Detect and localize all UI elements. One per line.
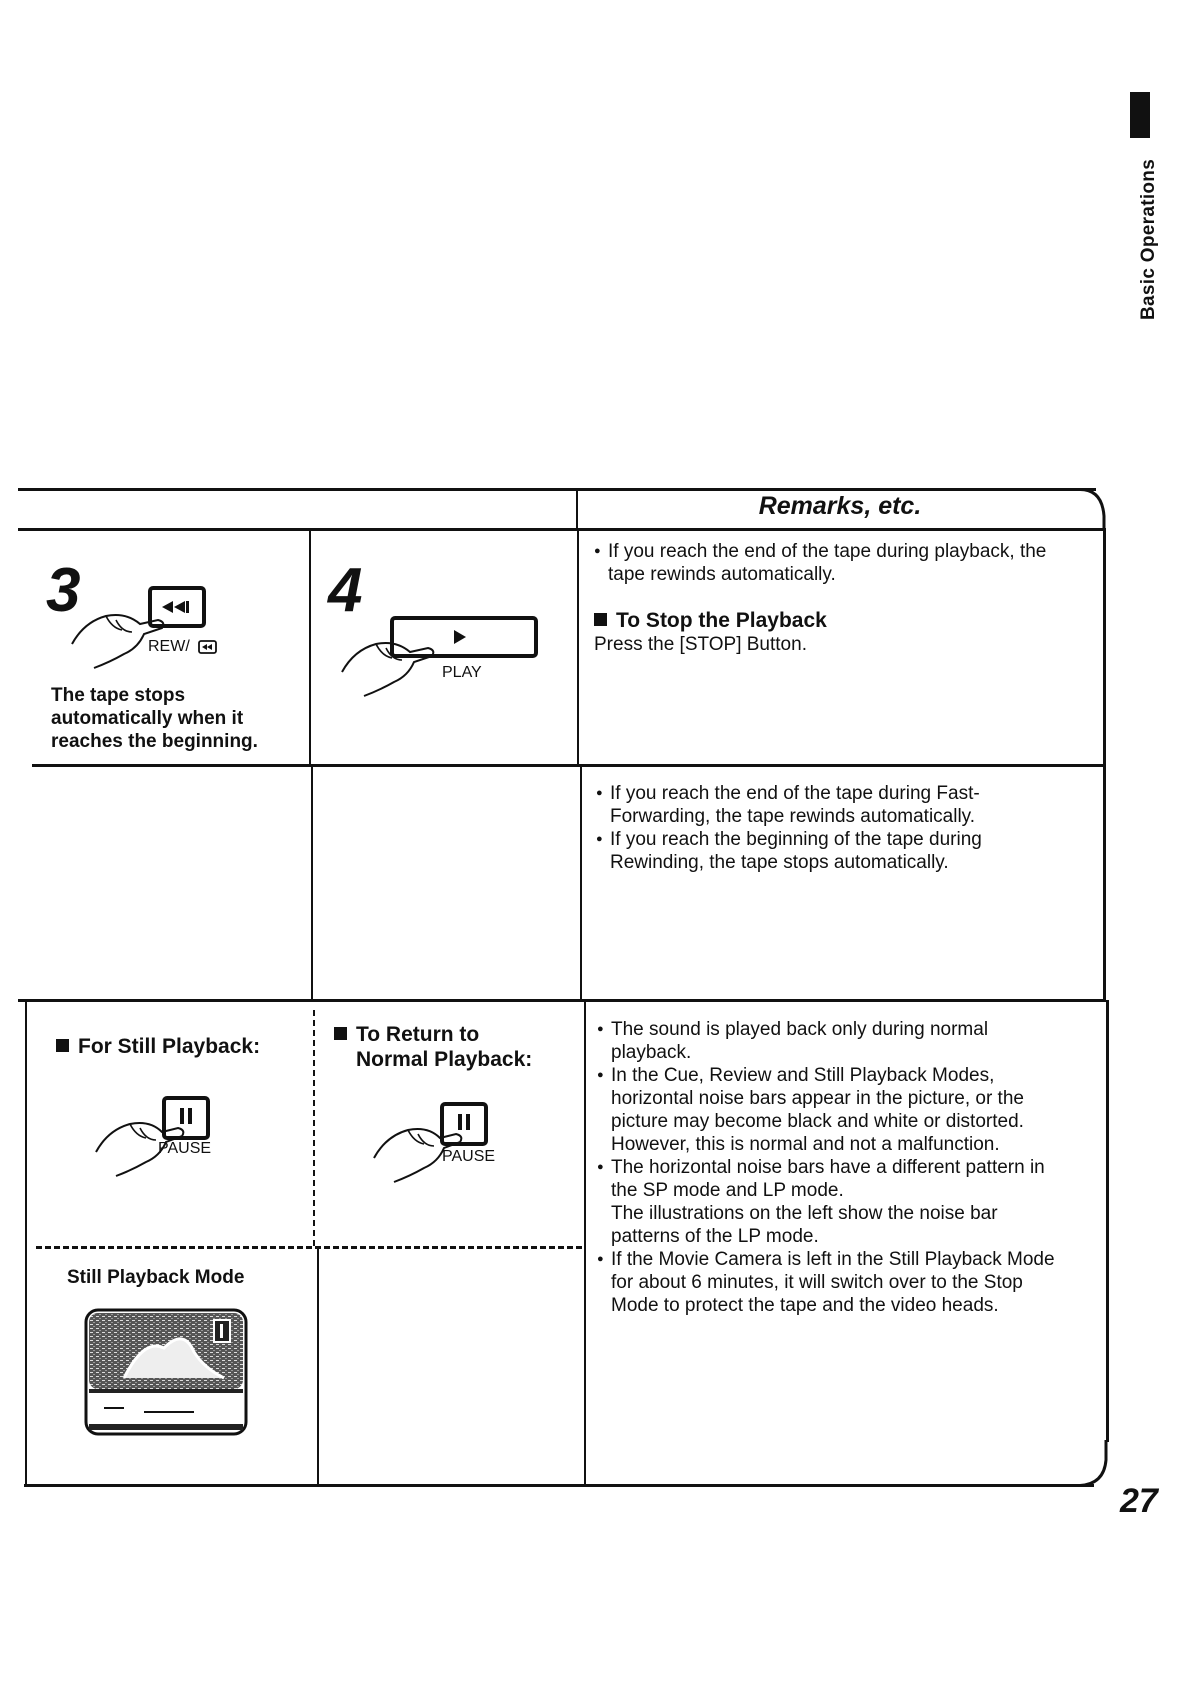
header-divider	[576, 490, 578, 530]
remark-line: ● The sound is played back only during normal	[611, 1019, 989, 1040]
remark-bullet	[597, 1248, 1102, 1317]
step-4-number: 4	[328, 556, 363, 625]
remark-line: patterns of the LP mode.	[611, 1226, 819, 1247]
return-normal-heading	[334, 1022, 532, 1072]
rew-button-label: REW/	[148, 638, 190, 655]
step-3-caption-line: The tape stops	[51, 685, 186, 706]
remark-line: ● If you reach the end of the tape during playback, the	[608, 541, 1047, 562]
remark-bullet	[594, 540, 1094, 586]
stop-playback-text: Press the [STOP] Button.	[594, 634, 807, 655]
column-divider-1c	[317, 1246, 319, 1486]
frame-top-rule	[18, 488, 1096, 491]
header-bottom-rule	[18, 528, 1104, 531]
remark-line: ● In the Cue, Review and Still Playback Modes,	[611, 1065, 995, 1086]
still-playback-screen-image	[84, 1308, 248, 1436]
remark-line: ● The horizontal noise bars have a different pattern in	[611, 1157, 1045, 1178]
remark-bullet	[596, 828, 1096, 874]
play-button-label: PLAY	[442, 664, 482, 681]
remark-line: ● If the Movie Camera is left in the Still Playback Mode	[611, 1249, 1055, 1270]
step-3-caption-line: automatically when it	[51, 708, 244, 729]
remarks-row2	[596, 782, 1096, 874]
still-playback-heading-text: For Still Playback:	[78, 1035, 261, 1058]
row1-bottom-rule	[32, 764, 1104, 767]
play-button-illustration	[336, 612, 546, 712]
stop-playback-heading-text: To Stop the Playback	[616, 609, 827, 632]
column-divider-2b	[580, 766, 582, 1000]
remark-line: Mode to protect the tape and the video heads.	[611, 1295, 999, 1316]
rew-button-illustration	[66, 582, 246, 692]
remark-line: The illustrations on the left show the noise bar	[611, 1203, 998, 1224]
remark-line: ● If you reach the beginning of the tape during	[610, 829, 982, 850]
remark-line: ● If you reach the end of the tape during Fast-	[610, 783, 980, 804]
still-playback-heading	[56, 1034, 260, 1059]
return-normal-heading-line: Normal Playback:	[356, 1048, 533, 1071]
frame-bottom-right-corner	[1080, 1440, 1120, 1488]
remark-line: for about 6 minutes, it will switch over to the Stop	[611, 1272, 1023, 1293]
dashed-row-divider	[36, 1246, 582, 1249]
remark-bullet	[597, 1156, 1102, 1248]
remark-line: tape rewinds automatically.	[608, 564, 836, 585]
remark-line: playback.	[611, 1042, 692, 1063]
remark-line: However, this is normal and not a malfunction.	[611, 1134, 1000, 1155]
remark-line: horizontal noise bars appear in the picture, or the	[611, 1088, 1024, 1109]
step-3-caption	[51, 684, 258, 753]
frame-bottom-rule	[24, 1484, 1094, 1487]
pause-button-label-left: PAUSE	[158, 1140, 212, 1157]
column-divider-1b	[311, 766, 313, 1000]
row2-bottom-rule	[18, 999, 1106, 1002]
column-divider-2c	[584, 1000, 586, 1486]
square-bullet-icon	[334, 1027, 347, 1040]
step-3-number: 3	[46, 556, 81, 625]
dashed-column-divider	[313, 1010, 315, 1246]
page-number: 27	[1120, 1482, 1158, 1520]
return-normal-heading-line: To Return to	[356, 1023, 480, 1046]
frame-left-rule	[25, 1000, 27, 1486]
step-3-caption-line: reaches the beginning.	[51, 731, 258, 752]
square-bullet-icon	[56, 1039, 69, 1052]
frame-right-rule	[1103, 528, 1106, 1002]
column-divider-2	[577, 530, 579, 766]
still-mode-label: Still Playback Mode	[67, 1267, 245, 1288]
remark-bullet	[597, 1064, 1102, 1156]
rewind-symbol-icon	[198, 640, 218, 654]
remark-line: Forwarding, the tape rewinds automatically.	[610, 806, 976, 827]
stop-playback-heading	[594, 608, 827, 633]
remark-line: Rewinding, the tape stops automatically.	[610, 852, 949, 873]
remark-bullet	[596, 782, 1096, 828]
section-tab-marker	[1130, 92, 1150, 138]
square-bullet-icon	[594, 613, 607, 626]
column-divider-1	[309, 530, 311, 766]
frame-right-rule-lower	[1106, 1000, 1109, 1442]
pause-button-label-right: PAUSE	[442, 1148, 496, 1165]
remarks-row3	[597, 1018, 1102, 1317]
remark-line: picture may become black and white or distorted.	[611, 1111, 1024, 1132]
section-tab-label: Basic Operations	[1138, 158, 1159, 320]
remark-line: the SP mode and LP mode.	[611, 1180, 844, 1201]
remark-bullet	[597, 1018, 1102, 1064]
remarks-row1	[594, 540, 1094, 586]
remarks-heading: Remarks, etc.	[758, 492, 922, 520]
